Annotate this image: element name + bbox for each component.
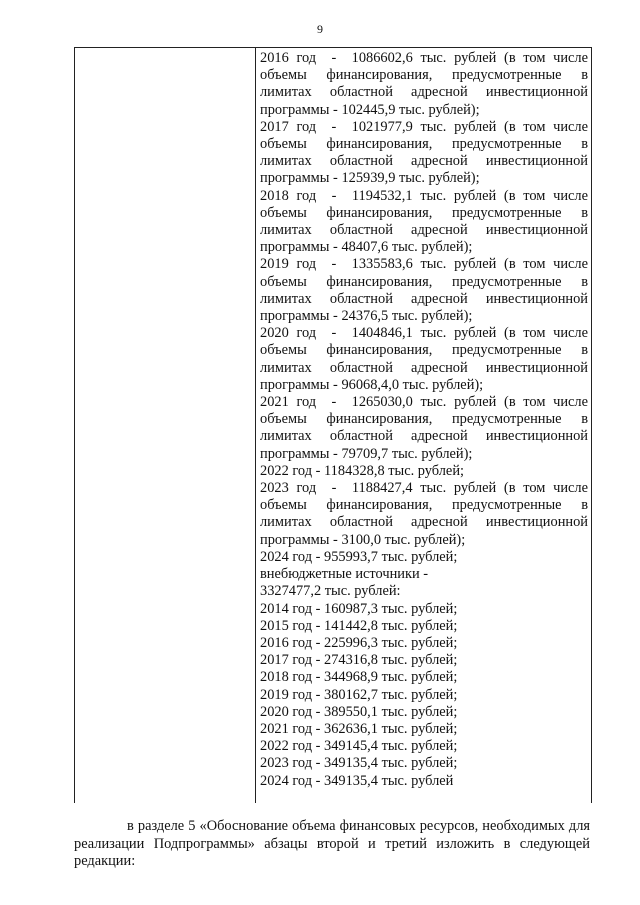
offbudget-year-2019: 2019 год - 380162,7 тыс. рублей; (260, 686, 458, 703)
entry-note: (в том числе объемы финансирования, предусмотренные в лимитах областной адресной инвестиционной программы - 96068,4,0 тыс. рублей); (260, 325, 589, 393)
funding-entry-2021 (260, 394, 588, 463)
entry-note: (в том числе объемы финансирования, предусмотренные в лимитах областной адресной инвестиционной программы - 24376,5 тыс. рублей); (260, 256, 589, 325)
funding-entry-2016 (260, 50, 588, 119)
entry-note: (в том числе объемы финансирования, предусмотренные в лимитах областной адресной инвестиционной программы - 125939,9 тыс. рублей); (260, 118, 589, 187)
offbudget-year-2017: 2017 год - 274316,8 тыс. рублей; (260, 652, 458, 669)
entry-year-amount: 2020 год - 1404846,1 тыс. рублей (260, 325, 497, 342)
table-column-divider (255, 48, 256, 803)
entry-year-amount: 2018 год - 1194532,1 тыс. рублей (260, 187, 497, 204)
offbudget-year-2014: 2014 год - 160987,3 тыс. рублей; (260, 600, 458, 617)
entry-note: (в том числе объемы финансирования, предусмотренные в лимитах областной адресной инвестиционной программы - 102445,9 тыс. рублей); (260, 50, 589, 118)
funding-entry-2017 (260, 119, 588, 188)
funding-entry-2019 (260, 256, 588, 325)
funding-cell (260, 50, 588, 790)
entry-note: (в том числе объемы финансирования, предусмотренные в лимитах областной адресной инвестиционной программы - 3100,0 тыс. рублей); (260, 480, 588, 548)
offbudget-year-2021: 2021 год - 362636,1 тыс. рублей; (260, 720, 458, 737)
offbudget-year-2016: 2016 год - 225996,3 тыс. рублей; (260, 634, 458, 651)
page-number: 9 (317, 22, 323, 36)
entry-year-amount: 2021 год - 1265030,0 тыс. рублей (260, 394, 497, 411)
entry-year-amount: 2016 год - 1086602,6 тыс. рублей (260, 50, 497, 66)
funding-entry-2018 (260, 188, 588, 257)
funding-entry-2024: 2024 год - 955993,7 тыс. рублей; (260, 548, 458, 565)
offbudget-year-2024: 2024 год - 349135,4 тыс. рублей (260, 772, 454, 789)
entry-year-amount: 2023 год - 1188427,4 тыс. рублей (260, 480, 497, 497)
funding-table (74, 47, 592, 803)
funding-entry-2023 (260, 480, 588, 549)
funding-entry-2020 (260, 325, 588, 394)
entry-year-amount: 2017 год - 1021977,9 тыс. рублей (260, 118, 497, 135)
entry-note: (в том числе объемы финансирования, предусмотренные в лимитах областной адресной инвестиционной программы - 48407,6 тыс. рублей); (260, 187, 588, 256)
entry-note: (в том числе объемы финансирования, предусмотренные в лимитах областной адресной инвестиционной программы - 79709,7 тыс. рублей); (260, 394, 589, 462)
offbudget-total: 3327477,2 тыс. рублей: (260, 583, 401, 600)
funding-entry-2022: 2022 год - 1184328,8 тыс. рублей; (260, 462, 465, 479)
offbudget-year-2020: 2020 год - 389550,1 тыс. рублей; (260, 703, 458, 720)
offbudget-label: внебюджетные источники - (260, 566, 429, 583)
entry-year-amount: 2019 год - 1335583,6 тыс. рублей (260, 256, 497, 273)
offbudget-year-2018: 2018 год - 344968,9 тыс. рублей; (260, 669, 458, 686)
offbudget-year-2023: 2023 год - 349135,4 тыс. рублей; (260, 755, 458, 772)
section-5-paragraph: в разделе 5 «Обоснование объема финансовых ресурсов, необходимых для реализации Подпрограммы» абзацы второй и третий изложить в следующей редакции: (74, 818, 590, 869)
offbudget-year-2022: 2022 год - 349145,4 тыс. рублей; (260, 738, 458, 755)
offbudget-year-2015: 2015 год - 141442,8 тыс. рублей; (260, 617, 458, 634)
